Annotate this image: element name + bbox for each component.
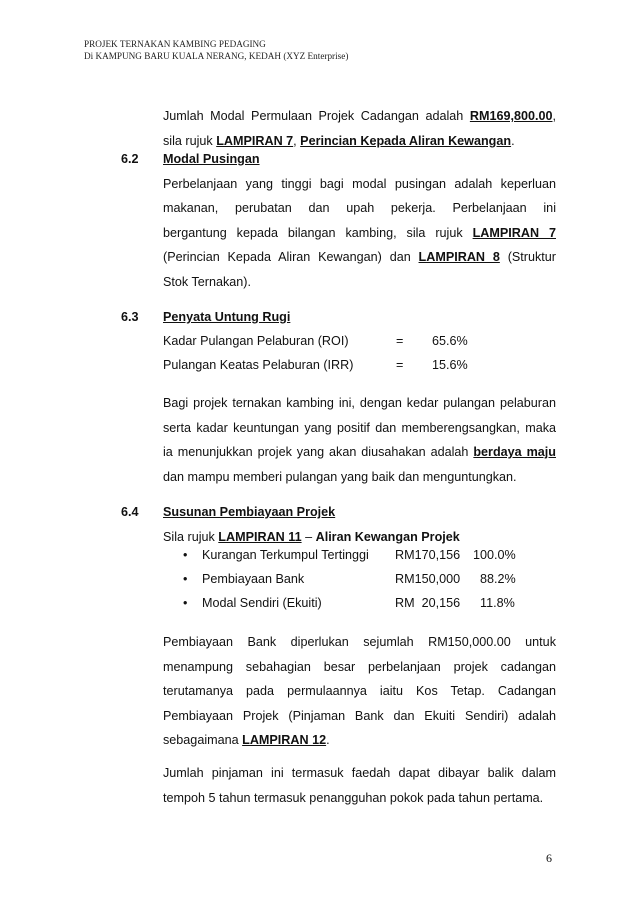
intro-paragraph [163, 104, 556, 153]
section-title-6-3: Penyata Untung Rugi [163, 310, 291, 324]
section-title-6-2: Modal Pusingan [163, 152, 260, 166]
s64-q-line-5: sebagaimana LAMPIRAN 12. [163, 733, 330, 747]
s64-q-line-1: Pembiayaan Bank diperlukan sejumlah RM150,000.00 untuk [163, 635, 556, 649]
s62-line-2: makanan, perubatan dan upah pekerja. Perbelanjaan ini [163, 201, 556, 215]
section-title-6-4: Susunan Pembiayaan Projek [163, 505, 336, 519]
section-6-2 [163, 147, 556, 294]
bullet-pct-1: 100.0% [473, 548, 516, 562]
bullet-label-3: Modal Sendiri (Ekuiti) [202, 596, 322, 610]
bullet-label-1: Kurangan Terkumpul Tertinggi [202, 548, 369, 562]
s62-line-1: Perbelanjaan yang tinggi bagi modal pusingan adalah keperluan [163, 176, 556, 191]
header-line-1: PROJEK TERNAKAN KAMBING PEDAGING [84, 39, 266, 49]
s63-paragraph [163, 391, 556, 489]
s64-paragraph-2 [163, 761, 556, 810]
bullet-pct-2: 88.2% [480, 572, 516, 586]
section-number-6-4: 6.4 [121, 505, 139, 519]
roi-label: Kadar Pulangan Pelaburan (ROI) [163, 334, 349, 348]
running-header [84, 38, 348, 62]
s63-p-line-2: serta kadar keuntungan yang positif dan memberengsangkan, maka [163, 420, 556, 435]
s63-p-line-3: ia menunjukkan projek yang akan diusahakan adalah berdaya maju [163, 445, 556, 459]
s64-q-line-2: menampung sebahagian besar perbelanjaan projek cadangan [163, 659, 556, 674]
irr-equals: = [396, 358, 404, 372]
roi-equals: = [396, 334, 404, 348]
section-6-3-title-block [163, 305, 556, 330]
bullet-label-2: Pembiayaan Bank [202, 572, 305, 586]
s64-paragraph-1 [163, 630, 556, 753]
s64-q-line-4: Pembiayaan Projek (Pinjaman Bank dan Ekuiti Sendiri) adalah [163, 708, 556, 723]
intro-line-2: sila rujuk LAMPIRAN 7, Perincian Kepada Aliran Kewangan. [163, 133, 515, 148]
header-line-2: Di KAMPUNG BARU KUALA NERANG, KEDAH (XYZ Enterprise) [84, 51, 349, 61]
bullet-amount-3: RM 20,156 [395, 596, 461, 610]
s63-p-line-1: Bagi projek ternakan kambing ini, dengan kedar pulangan pelaburan [163, 396, 556, 410]
irr-label: Pulangan Keatas Pelaburan (IRR) [163, 358, 354, 372]
bullet-dot: • [183, 596, 188, 610]
page-number: 6 [546, 851, 552, 865]
bullet-dot: • [183, 548, 188, 562]
irr-value: 15.6% [432, 358, 468, 372]
s63-p-line-4: dan mampu memberi pulangan yang baik dan menguntungkan. [163, 469, 517, 484]
section-number-6-3: 6.3 [121, 310, 139, 324]
section-number-6-2: 6.2 [121, 152, 139, 166]
s64-q-line-3: terutamanya pada permulaannya iaitu Kos Tetap. Cadangan [163, 684, 556, 698]
bullet-amount-2: RM150,000 [395, 572, 461, 586]
s62-line-3: bergantung kepada bilangan kambing, sila rujuk LAMPIRAN 7 [163, 225, 556, 240]
bullet-amount-1: RM170,156 [395, 548, 461, 562]
s62-line-5: Stok Ternakan). [163, 274, 251, 289]
bullet-pct-3: 11.8% [480, 596, 515, 610]
s62-line-4: (Perincian Kepada Aliran Kewangan) dan LAMPIRAN 8 (Struktur [163, 250, 556, 264]
bullet-dot: • [183, 572, 188, 586]
intro-line-1: Jumlah Modal Permulaan Projek Cadangan adalah RM169,800.00, [163, 109, 556, 123]
s64-r-line-1: Jumlah pinjaman ini termasuk faedah dapat dibayar balik dalam [163, 766, 556, 780]
s64-r-line-2: tempoh 5 tahun termasuk penangguhan pokok pada tahun pertama. [163, 790, 544, 805]
roi-value: 65.6% [432, 334, 468, 348]
section-6-4-title-block [163, 500, 556, 549]
s64-reference: Sila rujuk LAMPIRAN 11 – Aliran Kewangan Projek [163, 529, 460, 544]
